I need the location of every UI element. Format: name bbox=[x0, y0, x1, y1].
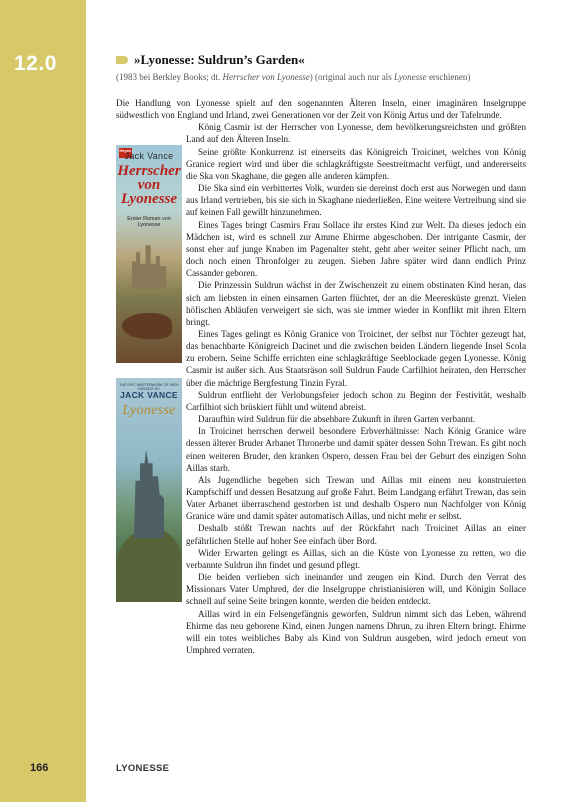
paragraph: Die Prinzessin Suldrun wächst in der Zwischenzeit zu einem obstinaten Kind heran, das sich am liebsten in einen einsamen Garten flüchtet, der an die Meeresküste grenzt. Vielen höfischen Abläufen verweigert sie sich, was sie immer wieder in Konflikt mit ihren Eltern bringt. bbox=[186, 280, 526, 327]
subtitle-german-title: Herrscher von Lyonesse bbox=[222, 72, 310, 82]
paragraph: Die Ska sind ein verbittertes Volk, wurden sie dereinst doch erst aus Norwegen und dann aus Irland vertrieben, bis sie sich in Skaghane niederließen. Eine weitere Vertreibung sind sie auf keinen Fall gewillt hinzunehmen. bbox=[186, 183, 526, 218]
cover-author: Jack Vance bbox=[124, 151, 174, 161]
cover-title-line: von bbox=[137, 177, 161, 193]
section-subtitle bbox=[116, 72, 526, 82]
title-marker-icon bbox=[116, 56, 128, 64]
chapter-sidebar bbox=[0, 0, 86, 802]
cover-title bbox=[116, 164, 182, 206]
paragraph: Eines Tages bringt Casmirs Frau Sollace ihr erstes Kind zur Welt. Da dieses jedoch ein Mädchen ist, wird es schnell zur Amme Ehirme abgeschoben. Der intrigante Casmir, der sonst eher auf junge Knaben im Pagenalter steht, geht aber weiter seiner Pflicht nach, um doch noch einen Thronfolger zu zeugen. Sieben Jahre später wird dann endlich Prinz Cassander geboren. bbox=[186, 219, 526, 279]
landscape-illustration bbox=[116, 528, 182, 602]
castle-illustration bbox=[132, 243, 166, 289]
subtitle-part-3: erschienen) bbox=[426, 72, 471, 82]
cover-tagline: THE EPIC MASTERWORK OF HIGH FANTASY BY bbox=[119, 383, 179, 391]
paragraph: In Troicinet herrschen derweil besondere Erbverhältnisse: Nach König Granice wäre dessen älterer Bruder Arbanet Thronerbe und damit später dessen Sohn Trewan. Es gibt noch einen weiteren Bruder, den kranken Ospero, dessen Frau bei der Geburt des einzigen Sohn Aillas starb. bbox=[186, 426, 526, 473]
paragraph: Als Jugendliche begeben sich Trewan und Aillas mit einem neu konstruierten Kampfschiff und dessen Besatzung auf große Fahrt. Beim Landgang erfährt Trewan, das sein Vater Arbanet überraschend gestorben ist und deshalb Ospero nun Nachfolger von König Granice wäre und damit später automatisch Aillas, und nicht mehr er selbst. bbox=[186, 474, 526, 522]
paragraph: Deshalb stößt Trewan nachts auf der Rückfahrt nach Troicinet Aillas an einer gefährlichen Stelle auf hoher See einfach über Bord. bbox=[186, 523, 526, 546]
paragraph: Eines Tages gelingt es König Granice von Troicinet, der selbst nur Töchter gezeugt hat, das benachbarte Königreich Dacinet und die zwischen beiden Ländern liegende Insel Scola zu erobern. Seine Schiffe errichten eine schlagkräftige Seeblockade gegen Lyonesse. König Casmir ist außer sich. Aus Staatsräson soll Suldrun Faude Carfilhiot heiraten, den Herrscher über die mächtige Bergfestung Tinzin Fyral. bbox=[186, 328, 526, 388]
publisher-logo: Heyne bbox=[119, 148, 132, 158]
section-header bbox=[116, 52, 526, 82]
paragraph: Aillas wird in ein Felsengefängnis geworfen, Suldrun nimmt sich das Leben, während Ehirme das neu geborene Kind, einen Jungen namens Dhrun, zu ihren Eltern bringt. Ehirme will ein totes weibliches Baby als Kind von Suldrun ausgeben, wird jedoch erneut von Umphred verraten. bbox=[186, 608, 526, 656]
paragraph: Die Handlung von Lyonesse spielt auf den sogenannten Älteren Inseln, einer imaginären Inselgruppe südwestlich von England und Irland, zwei Generationen vor der Zeit von König Artus und der Tafelrunde. bbox=[116, 98, 526, 121]
cover-title-line: Lyonesse bbox=[120, 191, 178, 207]
page-number: 166 bbox=[30, 762, 49, 774]
chapter-number: 12.0 bbox=[14, 52, 57, 75]
figure-illustration bbox=[122, 313, 172, 339]
title-line bbox=[116, 52, 526, 68]
paragraph: Die beiden verlieben sich ineinander und zeugen ein Kind. Durch den Verrat des Missionars Vater Umphred, der die Inselgruppe christianisieren will, und Königin Sollace schnell auf seine Seite bringen konnte, werden die beiden entdeckt. bbox=[186, 572, 526, 607]
cover-subtitle-line: Lyonesse bbox=[137, 222, 161, 228]
subtitle-part-1: (1983 bei Berkley Books; dt. bbox=[116, 72, 223, 82]
cover-subtitle bbox=[116, 216, 182, 228]
cover-title-line: Herrscher bbox=[117, 163, 181, 179]
cover-subtitle-line: Erster Roman von bbox=[127, 216, 171, 222]
running-title: LYONESSE bbox=[116, 763, 170, 774]
paragraph: Wider Erwarten gelingt es Aillas, sich an die Küste von Lyonesse zu retten, wo die verbannte Suldrun ihn findet und gesund pflegt. bbox=[186, 547, 526, 570]
subtitle-original-title: Lyonesse bbox=[393, 72, 427, 82]
paragraph: Seine größte Konkurrenz ist einerseits das Königreich Troicinet, welches von König Granice regiert wird und über die schlagkräftigste Seestreitmacht verfügt, und andererseits die Ska von Skaghane, die gegen alle anderen kämpfen. bbox=[186, 146, 526, 181]
paragraph: Suldrun entflieht der Verlobungsfeier jedoch schon zu Beginn der Festivität, weshalb Carfilhiot sich brüskiert fühlt und wütend abreist. bbox=[186, 389, 526, 412]
section-title: »Lyonesse: Suldrun’s Garden« bbox=[134, 52, 305, 67]
castle-illustration bbox=[134, 450, 164, 538]
paragraph: Daraufhin wird Suldrun für die absehbare Zukunft in ihren Garten verbannt. bbox=[198, 414, 476, 425]
book-cover-herrscher-von-lyonesse bbox=[116, 145, 182, 363]
subtitle-part-2: ) (original auch nur als bbox=[309, 72, 394, 82]
paragraph: König Casmir ist der Herrscher von Lyonesse, dem bevölkerungsreichsten und größten Land auf den Älteren Inseln. bbox=[186, 122, 526, 145]
cover-author: JACK VANCE bbox=[120, 390, 178, 400]
cover-title: Lyonesse bbox=[122, 403, 176, 418]
book-cover-lyonesse bbox=[116, 378, 182, 602]
